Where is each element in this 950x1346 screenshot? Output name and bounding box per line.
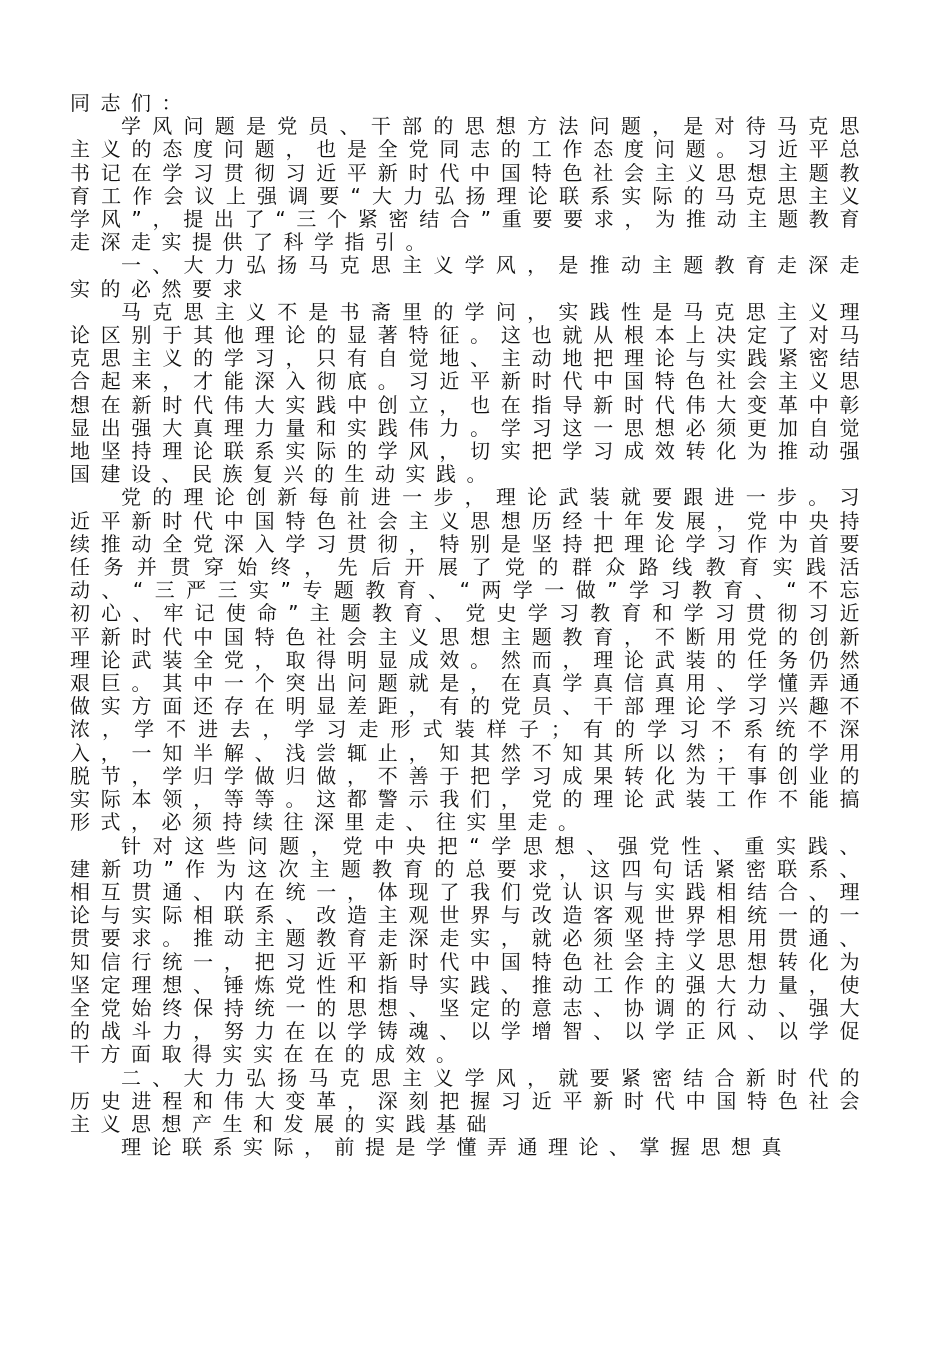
paragraph: 马克思主义不是书斋里的学问，实践性是马克思主义理论区别于其他理论的显著特征。这也就从根本上决定了对马克思主义的学习，只有自觉地、主动地把理论与实践紧密结合起来，才能深入彻底。习近平新时代中国特色社会主义思想在新时代伟大实践中创立，也在指导新时代伟大变革中彰显出强大真理力量和实践伟力。学习这一思想必须更加自觉地坚持理论联系实际的学风，切实把学习成效转化为推动强国建设、民族复兴的生动实践。 <box>70 299 870 487</box>
salutation: 同志们： <box>70 91 192 115</box>
paragraph-intro: 学风问题是党员、干部的思想方法问题，是对待马克思主义的态度问题，也是全党同志的工作态度问题。习近平总书记在学习贯彻习近平新时代中国特色社会主义思想主题教育工作会议上强调要“大力弘扬理论联系实际的马克思主义学风”，提出了“三个紧密结合”重要要求，为推动主题教育走深走实提供了科学指引。 <box>70 114 870 255</box>
section-heading-2: 二、大力弘扬马克思主义学风，就要紧密结合新时代的历史进程和伟大变革，深刻把握习近平新时代中国特色社会主义思想产生和发展的实践基础 <box>70 1065 870 1136</box>
document-body <box>70 92 870 1159</box>
paragraph: 党的理论创新每前进一步，理论武装就要跟进一步。习近平新时代中国特色社会主义思想历经十年发展，党中央持续推动全党深入学习贯彻，特别是坚持把理论学习作为首要任务并贯穿始终，先后开展了党的群众路线教育实践活动、“三严三实”专题教育、“两学一做”学习教育、“不忘初心、牢记使命”主题教育、党史学习教育和学习贯彻习近平新时代中国特色社会主义思想主题教育，不断用党的创新理论武装全党，取得明显成效。然而，理论武装的任务仍然艰巨。其中一个突出问题就是，在真学真信真用、学懂弄通做实方面还存在明显差距，有的党员、干部理论学习兴趣不浓，学不进去，学习走形式装样子；有的学习不系统不深入，一知半解、浅尝辄止，知其然不知其所以然；有的学用脱节，学归学做归做，不善于把学习成果转化为干事创业的实际本领，等等。这都警示我们，党的理论武装工作不能搞形式，必须持续往深里走、往实里走。 <box>70 485 870 835</box>
paragraph: 针对这些问题，党中央把“学思想、强党性、重实践、建新功”作为这次主题教育的总要求，这四句话紧密联系、相互贯通、内在统一，体现了我们党认识与实践相结合、理论与实际相联系、改造主观世界与改造客观世界相统一的一贯要求。推动主题教育走深走实，就必须坚持学思用贯通、知信行统一，把习近平新时代中国特色社会主义思想转化为坚定理想、锤炼党性和指导实践、推动工作的强大力量，使全党始终保持统一的思想、坚定的意志、协调的行动、强大的战斗力，努力在以学铸魂、以学增智、以学正风、以学促干方面取得实实在在的成效。 <box>70 833 870 1067</box>
paragraph: 理论联系实际，前提是学懂弄通理论、掌握思想真 <box>121 1135 792 1160</box>
section-heading-1: 一、大力弘扬马克思主义学风，是推动主题教育走深走实的必然要求 <box>70 253 870 301</box>
